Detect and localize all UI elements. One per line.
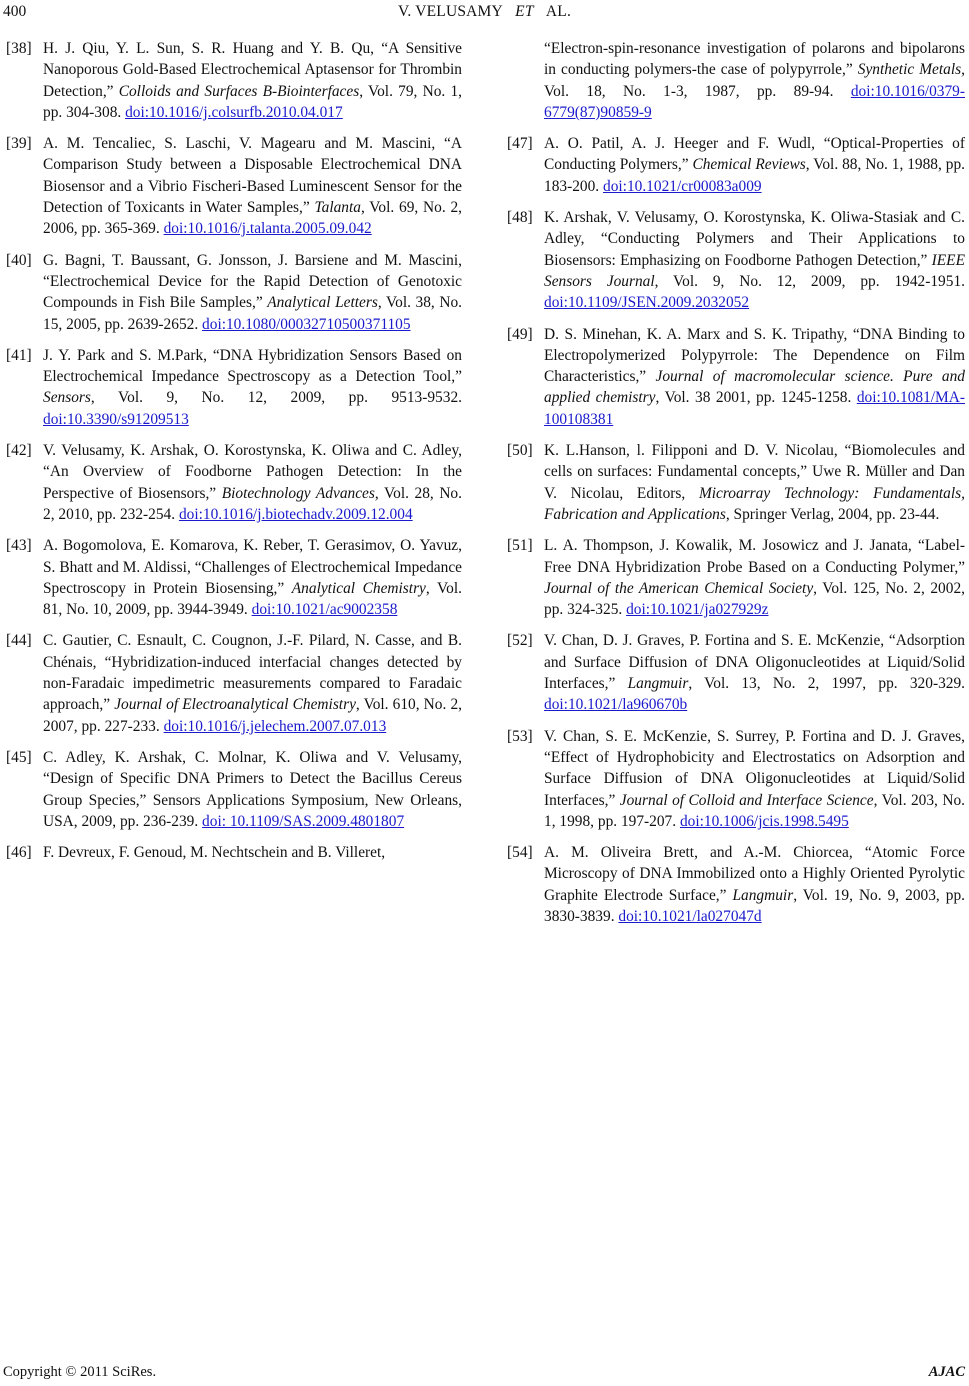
- doi-link[interactable]: doi:10.1016/j.jelechem.2007.07.013: [163, 717, 387, 735]
- reference-citation: A. M. Oliveira Brett, and A.-M. Chiorcea, “Atomic Force Microscopy of DNA Immobilized onto a Highly Oriented Pyrolytic Graphite Electrode Surface,”: [544, 844, 965, 904]
- reference-entry: [6, 38, 462, 123]
- reference-number: [39]: [6, 135, 32, 153]
- reference-details: , Vol. 13, No. 2, 1997, pp. 320-329.: [688, 675, 966, 693]
- reference-citation: “Electron-spin-resonance investigation of polarons and bipolarons in conducting polymers-the case of polypyrrole,”: [544, 40, 965, 79]
- reference-citation: A. Bogomolova, E. Komarova, K. Reber, T. Gerasimov, O. Yavuz, S. Bhatt and M. Aldissi, “Challenges of Electrochemical Impedance Spectroscopy in Protein Biosensing,”: [43, 537, 462, 597]
- reference-source-title: Talanta: [314, 199, 361, 217]
- reference-entry: [507, 440, 965, 525]
- reference-citation: C. Gautier, C. Esnault, C. Cougnon, J.-F. Pilard, N. Casse, and B. Chénais, “Hybridization-induced interfacial changes detected by non-Faradaic impedimetric measurements compared to Faradaic approach,”: [43, 632, 462, 714]
- reference-text: [544, 133, 965, 197]
- running-head-author: V. VELUSAMY: [397, 3, 503, 20]
- doi-link[interactable]: doi:10.1016/j.biotechadv.2009.12.004: [178, 505, 413, 523]
- reference-citation: K. Arshak, V. Velusamy, O. Korostynska, K. Oliwa-Stasiak and C. Adley, “Conducting Polymers and Their Applications to Biosensors: Emphasizing on Foodborne Pathogen Detection,”: [544, 209, 965, 269]
- reference-number: [43]: [6, 537, 32, 555]
- reference-number: [50]: [507, 442, 533, 460]
- reference-details: , Vol. 38 2001, pp. 1245-1258.: [655, 389, 857, 407]
- reference-entry: [507, 535, 965, 620]
- reference-source-title: Journal of the American Chemical Society: [544, 579, 814, 597]
- doi-link[interactable]: doi:10.3390/s91209513: [43, 410, 189, 428]
- doi-link[interactable]: doi:10.1006/jcis.1998.5495: [679, 812, 849, 830]
- reference-details: , Vol. 125, No. 2, 2002, pp. 324-325.: [544, 579, 965, 619]
- reference-entry: [507, 38, 965, 123]
- reference-source-title: Microarray Technology: Fundamentals, Fabrication and Applications: [544, 484, 965, 523]
- reference-entry: [6, 250, 462, 335]
- reference-number: [45]: [6, 748, 32, 766]
- running-head-al: AL.: [545, 3, 572, 20]
- page-header: [0, 3, 969, 25]
- reference-source-title: Analytical Letters: [267, 294, 378, 312]
- reference-citation: D. S. Minehan, K. A. Marx and S. K. Tripathy, “DNA Binding to Electropolymerized Polypyrrole: The Dependence on Film Characteristics,”: [544, 325, 965, 386]
- doi-link[interactable]: doi:10.1081/MA-100108381: [544, 389, 965, 428]
- reference-details: , Vol. 18, No. 1-3, 1987, pp. 89-94.: [544, 61, 965, 100]
- page-footer: [0, 1364, 969, 1384]
- reference-number: [49]: [507, 325, 533, 343]
- reference-text: [43, 440, 462, 525]
- reference-details: , Vol. 9, No. 12, 2009, pp. 9513-9532.: [90, 389, 462, 407]
- reference-source-title: Langmuir: [627, 675, 689, 693]
- reference-source-title: Journal of Colloid and Interface Science: [619, 791, 874, 809]
- reference-details: , Vol. 81, No. 10, 2009, pp. 3944-3949.: [43, 579, 462, 619]
- reference-entry: [507, 207, 965, 313]
- doi-link[interactable]: doi:10.1021/ac9002358: [251, 601, 398, 619]
- reference-entry: [6, 630, 462, 736]
- reference-details: , Vol. 610, No. 2, 2007, pp. 227-233.: [43, 696, 462, 735]
- doi-link[interactable]: doi: 10.1109/SAS.2009.4801807: [202, 812, 405, 830]
- reference-entry: [507, 842, 965, 927]
- doi-link[interactable]: doi:10.1016/j.colsurfb.2010.04.017: [125, 103, 343, 121]
- reference-number: [42]: [6, 442, 32, 460]
- reference-text: [544, 535, 965, 620]
- reference-source-title: Analytical Chemistry: [291, 579, 426, 597]
- reference-text: [43, 630, 462, 736]
- reference-number: [48]: [507, 209, 533, 227]
- doi-link[interactable]: doi:10.1021/ja027929z: [626, 601, 769, 619]
- reference-text: [544, 207, 965, 313]
- doi-link[interactable]: doi:10.1016/j.talanta.2005.09.042: [163, 220, 372, 238]
- reference-entry: [507, 630, 965, 715]
- reference-source-title: Langmuir: [732, 886, 794, 904]
- doi-link[interactable]: doi:10.1080/00032710500371105: [202, 315, 411, 333]
- reference-citation: F. Devreux, F. Genoud, M. Nechtschein and B. Villeret,: [43, 844, 386, 862]
- right-column: [507, 38, 965, 937]
- page-number: 400: [3, 3, 27, 20]
- reference-number: [54]: [507, 844, 533, 862]
- reference-number: [53]: [507, 727, 533, 745]
- doi-link[interactable]: doi:10.1021/cr00083a009: [603, 177, 762, 195]
- reference-source-title: Journal of macromolecular science. Pure and applied chemistry: [544, 368, 965, 407]
- reference-entry: [6, 440, 462, 525]
- reference-source-title: Journal of Electroanalytical Chemistry: [114, 696, 356, 714]
- reference-citation: A. O. Patil, A. J. Heeger and F. Wudl, “Optical-Properties of Conducting Polymers,”: [544, 135, 965, 174]
- reference-source-title: Synthetic Metals: [857, 61, 962, 79]
- reference-citation: V. Velusamy, K. Arshak, O. Korostynska, K. Oliwa and C. Adley, “An Overview of Foodborne Pathogen Detection: In the Perspective of Biosensors,”: [43, 442, 462, 502]
- reference-number: [47]: [507, 135, 533, 153]
- reference-entry: [507, 133, 965, 197]
- reference-citation: V. Chan, D. J. Graves, P. Fortina and S. E. McKenzie, “Adsorption and Surface Diffusion of DNA Oligonucleotides at Liquid/Solid Interfaces,”: [544, 632, 965, 693]
- reference-details: , Vol. 28, No. 2, 2010, pp. 232-254.: [43, 484, 462, 523]
- reference-details: , Vol. 79, No. 1, pp. 304-308.: [43, 82, 462, 121]
- reference-number: [52]: [507, 632, 533, 650]
- reference-details: , Vol. 19, No. 9, 2003, pp. 3830-3839.: [544, 886, 965, 925]
- reference-entry: [6, 133, 462, 239]
- running-head-et: ET: [515, 3, 534, 20]
- reference-number: [44]: [6, 632, 32, 650]
- reference-citation: A. M. Tencaliec, S. Laschi, V. Magearu and M. Mascini, “A Comparison Study between a Disposable Electrochemical DNA Biosensor and a Vibrio Fischeri-Based Luminescent Sensor for the Detection of Toxicants in Water Samples,”: [43, 135, 462, 217]
- reference-number: [40]: [6, 251, 32, 269]
- reference-number: [41]: [6, 346, 32, 364]
- reference-details: , Vol. 69, No. 2, 2006, pp. 365-369.: [43, 199, 462, 238]
- reference-entry: [6, 535, 462, 620]
- reference-citation: K. L.Hanson, l. Filipponi and D. V. Nicolau, “Biomolecules and cells on surfaces: Fundamental concepts,” Uwe R. Müller and Dan V. Nicolau, Editors,: [544, 442, 965, 502]
- reference-text: [43, 133, 462, 239]
- reference-source-title: Biotechnology Advances: [221, 484, 375, 502]
- reference-citation: L. A. Thompson, J. Kowalik, M. Josowicz and J. Janata, “Label-Free DNA Hybridization Probe Based on a Conducting Polymer,”: [544, 537, 965, 576]
- reference-text: [544, 324, 965, 430]
- reference-text: [544, 440, 965, 525]
- reference-text: [544, 38, 965, 123]
- reference-text: [43, 842, 462, 863]
- reference-details: , Vol. 38, No. 15, 2005, pp. 2639-2652.: [43, 294, 463, 333]
- reference-source-title: IEEE Sensors Journal: [544, 251, 965, 290]
- left-column: [6, 38, 462, 873]
- reference-text: [43, 345, 462, 430]
- doi-link[interactable]: doi:10.1021/la027047d: [618, 907, 762, 925]
- reference-citation: H. J. Qiu, Y. L. Sun, S. R. Huang and Y. B. Qu, “A Sensitive Nanoporous Gold-Based Electrochemical Aptasensor for Thrombin Detection,”: [43, 40, 462, 100]
- reference-entry: [6, 747, 462, 832]
- reference-number: [38]: [6, 40, 32, 57]
- reference-source-title: Sensors: [43, 389, 91, 407]
- reference-entry: [6, 842, 462, 863]
- reference-text: [43, 747, 462, 832]
- running-head: [0, 3, 969, 21]
- reference-details: , Vol. 9, No. 12, 2009, pp. 1942-1951.: [654, 272, 965, 290]
- reference-details: , Vol. 88, No. 1, 1988, pp. 183-200.: [544, 156, 965, 195]
- reference-citation: C. Adley, K. Arshak, C. Molnar, K. Oliwa and V. Velusamy, “Design of Specific DNA Primers to Detect the Bacillus Cereus Group Species,” Sensors Applications Symposium, New Orleans, USA, 2009, pp. 236-239.: [43, 748, 462, 830]
- reference-text: [43, 250, 462, 335]
- reference-text: [544, 630, 965, 715]
- reference-entry: [507, 726, 965, 832]
- reference-source-title: Chemical Reviews: [692, 156, 806, 174]
- reference-details: , Vol. 203, No. 1, 1998, pp. 197-207.: [544, 791, 965, 830]
- copyright-notice: Copyright © 2011 SciRes.: [3, 1364, 157, 1380]
- doi-link[interactable]: doi:10.1109/JSEN.2009.2032052: [544, 294, 750, 312]
- reference-text: [43, 38, 462, 123]
- doi-link[interactable]: doi:10.1016/0379-6779(87)90859-9: [544, 82, 965, 121]
- journal-abbrev: AJAC: [928, 1364, 965, 1380]
- reference-details: , Springer Verlag, 2004, pp. 23-44.: [725, 505, 940, 523]
- reference-text: [43, 535, 462, 620]
- reference-citation: J. Y. Park and S. M.Park, “DNA Hybridization Sensors Based on Electrochemical Impedance Spectroscopy as a Detection Tool,”: [43, 346, 462, 386]
- reference-entry: [507, 324, 965, 430]
- reference-citation: G. Bagni, T. Baussant, G. Jonsson, J. Barsiene and M. Mascini, “Electrochemical Device for the Rapid Detection of Genotoxic Compounds in Fish Bile Samples,”: [43, 251, 462, 312]
- reference-number: [46]: [6, 844, 32, 862]
- reference-citation: V. Chan, S. E. McKenzie, S. Surrey, P. Fortina and D. J. Graves, “Effect of Hydrophobicity and Electrostatics on Adsorption and Surface Diffusion of DNA Oligonucleotides at Liquid/Solid Interfaces,”: [544, 727, 965, 809]
- reference-text: [544, 842, 965, 927]
- reference-entry: [6, 345, 462, 430]
- reference-number: [51]: [507, 537, 533, 555]
- reference-source-title: Colloids and Surfaces B-Biointerfaces: [118, 82, 360, 100]
- reference-text: [544, 726, 965, 832]
- doi-link[interactable]: doi:10.1021/la960670b: [544, 696, 688, 714]
